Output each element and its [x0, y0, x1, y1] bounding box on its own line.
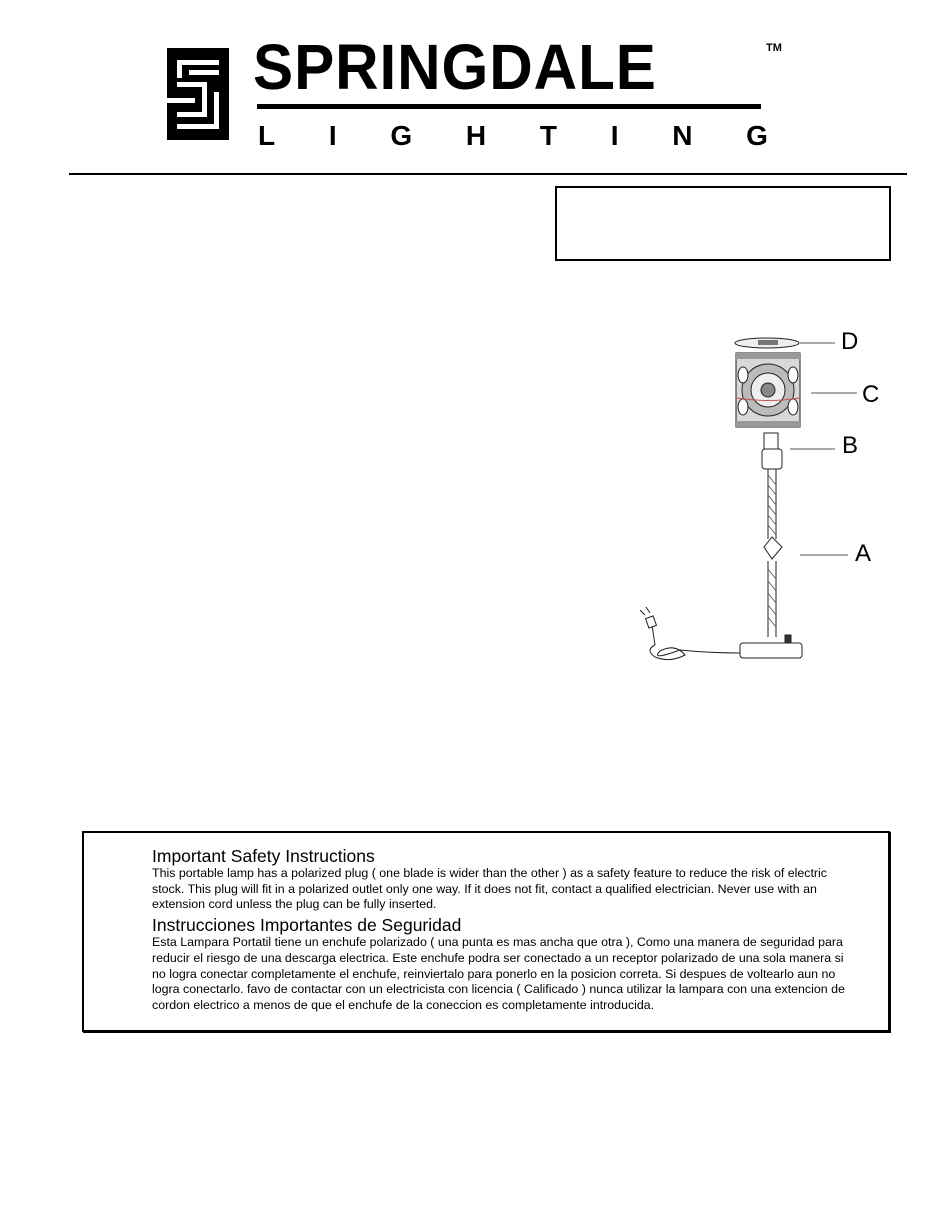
brand-subtitle-letter: T [539, 120, 557, 151]
brand-name: SPRINGDALE [253, 31, 657, 103]
part-label-a: A [855, 540, 872, 567]
safety-instructions [152, 847, 852, 1014]
brand-subtitle-letter: G [390, 120, 413, 151]
lamp-parts-diagram [630, 325, 890, 675]
safety-body-en: This portable lamp has a polarized plug ( one blade is wider than the other ) as a safety feature to reduce the risk of electric stock. This plug will fit in a polarized outlet only one way. If it does not fit, contact a qualified electrician. Never use with an extension cord unless the plug can be fully inserted. [152, 866, 827, 912]
brand-subtitle-letter: L [258, 120, 276, 151]
springdale-logo-icon [167, 48, 229, 140]
part-label-c: C [862, 381, 880, 408]
header-divider [69, 173, 907, 175]
brand-subtitle-letter: H [465, 120, 487, 151]
brand-subtitle-letter: I [328, 120, 337, 151]
safety-heading-es: Instrucciones Importantes de Seguridad [152, 915, 462, 936]
trademark-symbol: TM [766, 42, 782, 54]
brand-subtitle-letter: G [746, 120, 768, 151]
safety-body-es: Esta Lampara Portatil tiene un enchufe polarizado ( una punta es mas ancha que otra ), Como una manera de seguridad para reducir el riesgo de una descarga electrica. Este enchufe podra ser conectado a un receptor polarizado de una sola manera si no logra conectar completamente el enchufe, reinviertalo para ponerlo en la posicion correta. Si despues de voltearlo aun no logra conectarlo. favo de contactar con un electricista con licencia ( Calificado ) nunca utilizar la lampara con una extencion de cordon electrico a menos de que el enchufe de la coneccion es completamente introducida. [152, 935, 845, 1012]
brand-subtitle [258, 120, 768, 152]
part-label-b: B [842, 432, 859, 459]
brand-subtitle-letter: N [672, 120, 693, 151]
brand-subtitle-letter: I [610, 120, 619, 151]
lamp-illustration-icon [640, 338, 802, 660]
brand-underline [257, 104, 761, 109]
model-info-box [555, 186, 891, 261]
safety-heading-en: Important Safety Instructions [152, 846, 375, 866]
part-label-d: D [841, 328, 859, 355]
